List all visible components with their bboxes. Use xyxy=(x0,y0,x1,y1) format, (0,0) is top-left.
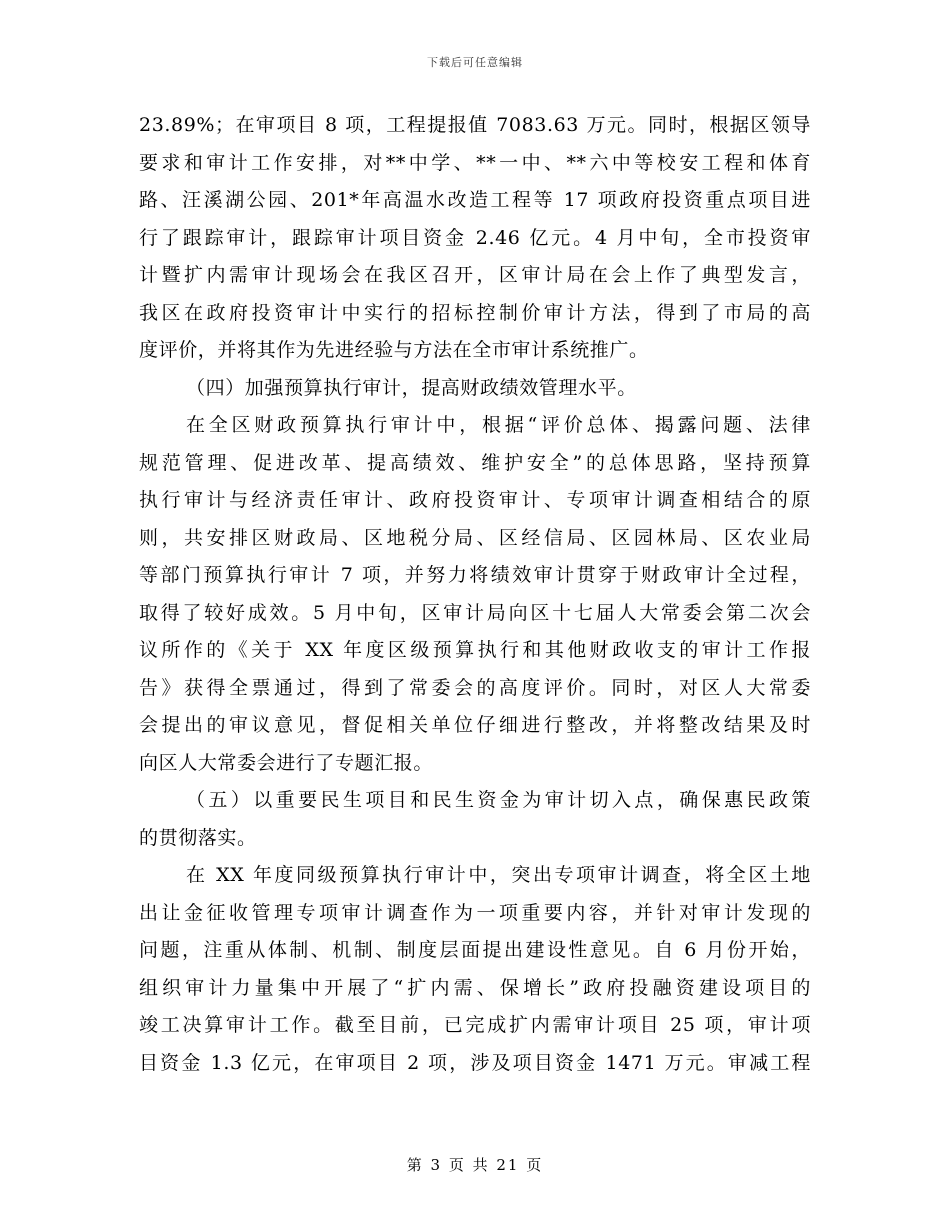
text-line: 议所作的《关于 XX 年度区级预算执行和其他财政收支的审计工作报 xyxy=(139,639,811,661)
text-line: 计暨扩内需审计现场会在我区召开，区审计局在会上作了典型发言， xyxy=(139,264,811,286)
text-line: 我区在政府投资审计中实行的招标控制价审计方法，得到了市局的高 xyxy=(139,301,811,324)
text-line: 等部门预算执行审计 7 项，并努力将绩效审计贯穿于财政审计全过程， xyxy=(139,564,811,586)
page-number: 第 3 页 共 21 页 xyxy=(406,1156,544,1174)
text-line: 行了跟踪审计，跟踪审计项目资金 2.46 亿元。4 月中旬，全市投资审 xyxy=(139,226,811,249)
text-line: 组织审计力量集中开展了“扩内需、保增长”政府投融资建设项目的 xyxy=(139,976,811,999)
text-line: 告》获得全票通过，得到了常委会的高度评价。同时，对区人大常委 xyxy=(139,676,811,699)
text-line: 在 XX 年度同级预算执行审计中，突出专项审计调查，将全区土地 xyxy=(186,864,811,886)
text-line: 规范管理、促进改革、提高绩效、维护安全”的总体思路，坚持预算 xyxy=(139,451,811,474)
text-line: 出让金征收管理专项审计调查作为一项重要内容，并针对审计发现的 xyxy=(139,901,811,924)
text-line: 向区人大常委会进行了专题汇报。 xyxy=(139,751,434,774)
text-line: 路、汪溪湖公园、201*年高温水改造工程等 17 项政府投资重点项目进 xyxy=(139,189,811,211)
text-line: 的贯彻落实。 xyxy=(139,826,257,849)
text-line: 竣工决算审计工作。截至目前，已完成扩内需审计项目 25 项，审计项 xyxy=(139,1014,811,1036)
section-heading-4: （四）加强预算执行审计，提高财政绩效管理水平。 xyxy=(186,376,637,399)
text-line: 会提出的审议意见，督促相关单位仔细进行整改，并将整改结果及时 xyxy=(139,714,811,736)
text-line: 要求和审计工作安排，对**中学、**一中、**六中等校安工程和体育 xyxy=(139,151,811,174)
text-line: 问题，注重从体制、机制、制度层面提出建设性意见。自 6 月份开始， xyxy=(139,939,811,961)
section-heading-5: （五）以重要民生项目和民生资金为审计切入点，确保惠民政策 xyxy=(186,789,811,811)
text-line: 执行审计与经济责任审计、政府投资审计、专项审计调查相结合的原 xyxy=(139,489,811,511)
text-line: 取得了较好成效。5 月中旬，区审计局向区十七届人大常委会第二次会 xyxy=(139,601,811,624)
text-line: 目资金 1.3 亿元，在审项目 2 项，涉及项目资金 1471 万元。审减工程 xyxy=(139,1051,811,1074)
text-line: 度评价，并将其作为先进经验与方法在全市审计系统推广。 xyxy=(139,339,649,361)
text-line: 则，共安排区财政局、区地税分局、区经信局、区园林局、区农业局 xyxy=(139,526,811,549)
text-line: 在全区财政预算执行审计中，根据“评价总体、揭露问题、法律 xyxy=(186,414,811,436)
document-body xyxy=(139,107,811,1082)
page-header-note: 下载后可任意编辑 xyxy=(427,56,523,69)
text-line: 23.89%；在审项目 8 项，工程提报值 7083.63 万元。同时，根据区领导 xyxy=(139,114,811,136)
